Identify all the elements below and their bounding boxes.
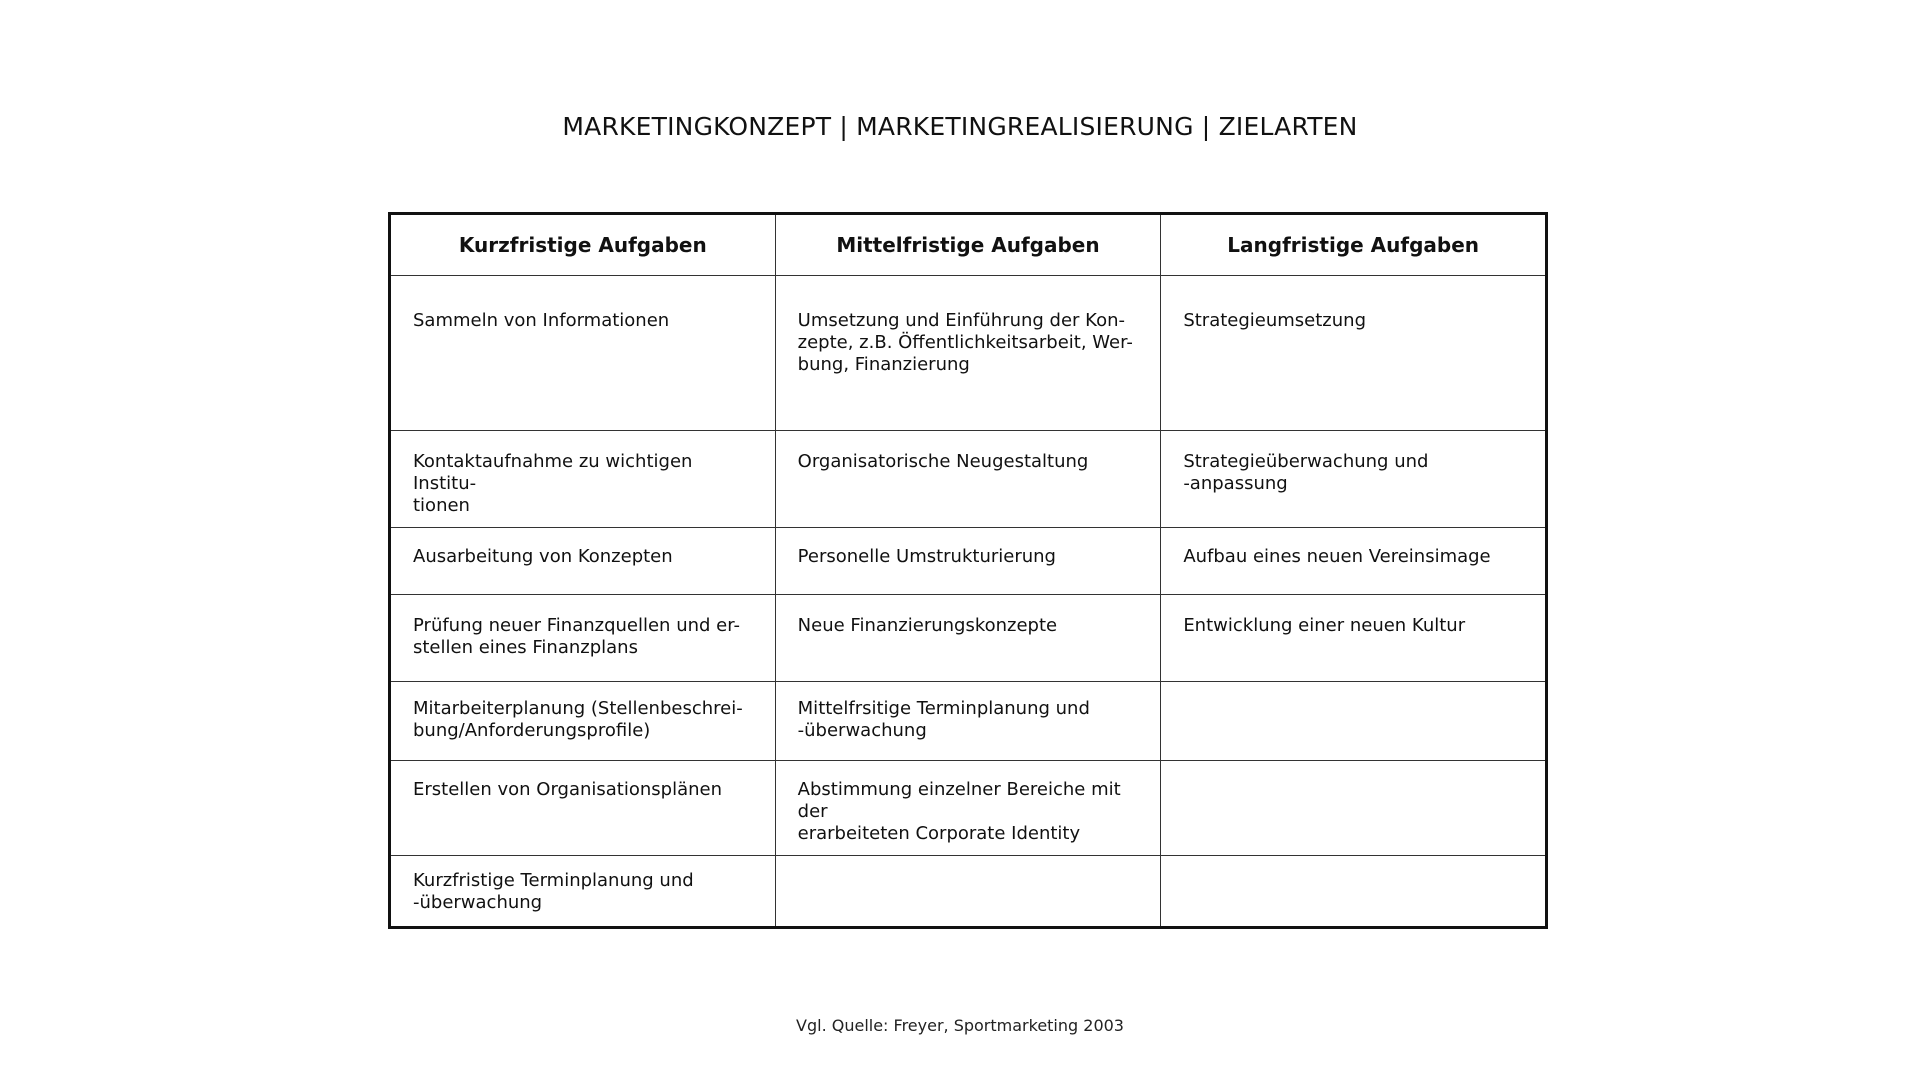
table-cell [775, 856, 1161, 928]
table-cell [1161, 856, 1547, 928]
table-cell: Strategieüberwachung und -anpassung [1161, 431, 1547, 528]
column-header-short-term: Kurzfristige Aufgaben [390, 214, 776, 276]
table-cell: Umsetzung und Einführung der Kon- zepte, z.B. Öffentlichkeitsarbeit, Wer- bung, Finanzierung [775, 276, 1161, 431]
table-row [390, 431, 1547, 528]
table-cell: Sammeln von Informationen [390, 276, 776, 431]
tasks-table-container [388, 212, 1548, 929]
table-row [390, 856, 1547, 928]
table-row [390, 276, 1547, 431]
table-cell: Strategieumsetzung [1161, 276, 1547, 431]
table-cell [1161, 761, 1547, 856]
table-cell: Prüfung neuer Finanzquellen und er- stellen eines Finanzplans [390, 595, 776, 682]
source-citation: Vgl. Quelle: Freyer, Sportmarketing 2003 [796, 1016, 1124, 1035]
table-cell: Ausarbeitung von Konzepten [390, 528, 776, 595]
tasks-table [388, 212, 1548, 929]
table-cell [1161, 682, 1547, 761]
table-header-row [390, 214, 1547, 276]
table-row [390, 528, 1547, 595]
table-row [390, 761, 1547, 856]
table-cell: Kontaktaufnahme zu wichtigen Institu- tionen [390, 431, 776, 528]
table-cell: Organisatorische Neugestaltung [775, 431, 1161, 528]
column-header-mid-term: Mittelfristige Aufgaben [775, 214, 1161, 276]
table-cell: Erstellen von Organisationsplänen [390, 761, 776, 856]
table-cell: Neue Finanzierungskonzepte [775, 595, 1161, 682]
table-cell: Aufbau eines neuen Vereinsimage [1161, 528, 1547, 595]
table-cell: Mitarbeiterplanung (Stellenbeschrei- bung/Anforderungsprofile) [390, 682, 776, 761]
column-header-long-term: Langfristige Aufgaben [1161, 214, 1547, 276]
table-row [390, 595, 1547, 682]
table-cell: Abstimmung einzelner Bereiche mit der erarbeiteten Corporate Identity [775, 761, 1161, 856]
table-cell: Kurzfristige Terminplanung und -überwachung [390, 856, 776, 928]
table-cell: Entwicklung einer neuen Kultur [1161, 595, 1547, 682]
table-cell: Personelle Umstrukturierung [775, 528, 1161, 595]
table-cell: Mittelfrsitige Terminplanung und -überwachung [775, 682, 1161, 761]
table-row [390, 682, 1547, 761]
page-title: MARKETINGKONZEPT | MARKETINGREALISIERUNG | ZIELARTEN [562, 112, 1358, 141]
